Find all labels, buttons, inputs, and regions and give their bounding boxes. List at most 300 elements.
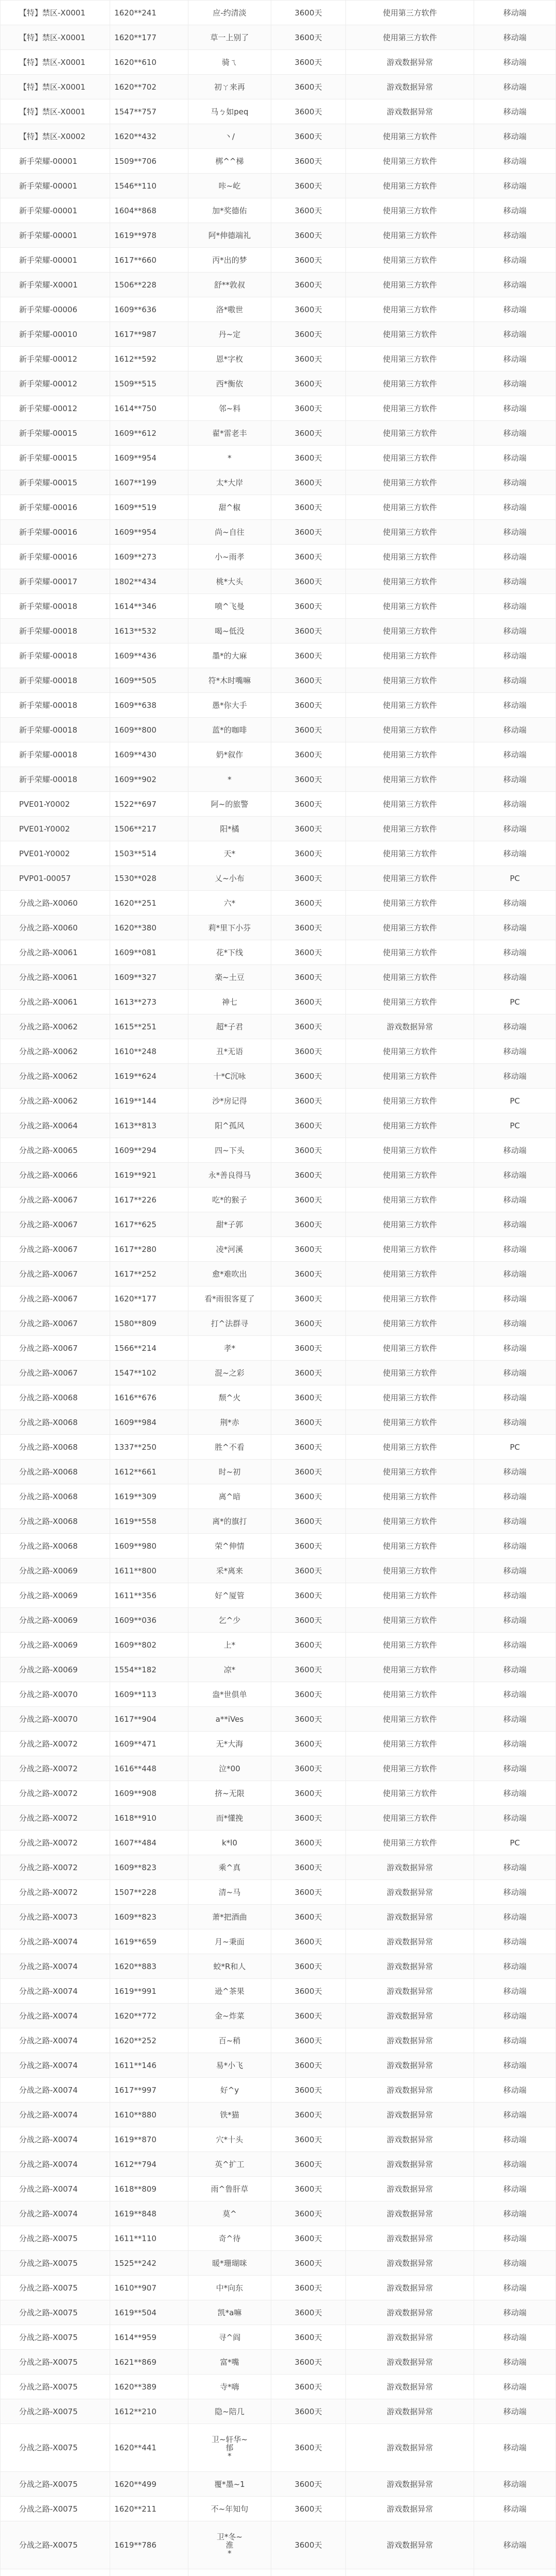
reason-cell: 使用第三方软件 <box>345 1806 474 1831</box>
reason-cell: 使用第三方软件 <box>345 1781 474 1806</box>
platform-cell: 移动端 <box>474 2004 556 2028</box>
reason-cell: 使用第三方软件 <box>345 965 474 990</box>
table-row <box>1 322 556 347</box>
nickname-cell: 离^暗 <box>188 1484 271 1509</box>
nickname-cell: 荣^伸情 <box>188 1534 271 1558</box>
reason-cell: 使用第三方软件 <box>345 643 474 668</box>
table-row <box>1 2004 556 2028</box>
server-cell: 新手荣耀-00001 <box>1 174 110 198</box>
player-id-cell: 1503**514 <box>110 841 188 866</box>
player-id-cell: 1604**868 <box>110 198 188 223</box>
player-id-cell: 1621**869 <box>110 2350 188 2375</box>
nickname-cell: 挤~无限 <box>188 1781 271 1806</box>
player-id-cell: 1609**519 <box>110 495 188 520</box>
player-id-cell: 1612**210 <box>110 2399 188 2424</box>
table-row <box>1 891 556 916</box>
platform-cell: 移动端 <box>474 1484 556 1509</box>
platform-cell: 移动端 <box>474 569 556 594</box>
reason-cell: 游戏数据异常 <box>345 2127 474 2152</box>
duration-cell: 3600天 <box>271 2521 345 2569</box>
nickname-cell: 打^法群寻 <box>188 1311 271 1336</box>
platform-cell: 移动端 <box>474 124 556 149</box>
nickname-cell: 翟*雷老丰 <box>188 421 271 446</box>
duration-cell: 3600天 <box>271 1188 345 1212</box>
table-row <box>1 1336 556 1361</box>
reason-cell: 使用第三方软件 <box>345 940 474 965</box>
nickname-cell: 颓^火 <box>188 1385 271 1410</box>
reason-cell: 使用第三方软件 <box>345 347 474 371</box>
server-cell: 新手荣耀-X0001 <box>1 273 110 297</box>
platform-cell: 移动端 <box>474 223 556 248</box>
server-cell: 分战之路-X0061 <box>1 990 110 1014</box>
platform-cell: 移动端 <box>474 2325 556 2350</box>
server-cell: 新手荣耀-00018 <box>1 718 110 742</box>
reason-cell: 使用第三方软件 <box>345 470 474 495</box>
duration-cell: 3600天 <box>271 1484 345 1509</box>
player-id-cell: 1609**638 <box>110 693 188 718</box>
duration-cell: 3600天 <box>271 50 345 75</box>
duration-cell: 3600天 <box>271 1286 345 1311</box>
reason-cell: 游戏数据异常 <box>345 1855 474 1880</box>
platform-cell: 移动端 <box>474 2226 556 2251</box>
table-row <box>1 1509 556 1534</box>
nickname-cell: 丙*出的梦 <box>188 248 271 273</box>
table-row <box>1 396 556 421</box>
nickname-cell: 愚*你大手 <box>188 693 271 718</box>
player-id-cell: 1620**251 <box>110 891 188 916</box>
nickname-cell: 西*衡依 <box>188 371 271 396</box>
server-cell: 新手荣耀-00015 <box>1 421 110 446</box>
server-cell: 分战之路-X0075 <box>1 2399 110 2424</box>
platform-cell: 移动端 <box>474 1558 556 1583</box>
player-id-cell: 1618**809 <box>110 2177 188 2201</box>
platform-cell: 移动端 <box>474 2127 556 2152</box>
player-id-cell: 1620**177 <box>110 25 188 50</box>
player-id-cell: 1616**448 <box>110 1756 188 1781</box>
server-cell: 新手荣耀-00015 <box>1 470 110 495</box>
duration-cell: 3600天 <box>271 1460 345 1484</box>
table-row <box>1 371 556 396</box>
duration-cell: 3600天 <box>271 792 345 817</box>
nickname-cell: 喝~低没 <box>188 619 271 643</box>
duration-cell: 3600天 <box>271 2103 345 2127</box>
platform-cell: 移动端 <box>474 1385 556 1410</box>
server-cell: 新手荣耀-00010 <box>1 322 110 347</box>
nickname-cell: 乘^真 <box>188 1855 271 1880</box>
duration-cell: 3600天 <box>271 1954 345 1979</box>
reason-cell: 使用第三方软件 <box>345 520 474 545</box>
server-cell: 分战之路-X0062 <box>1 1089 110 1113</box>
nickname-cell: * <box>188 446 271 470</box>
reason-cell: 使用第三方软件 <box>345 1484 474 1509</box>
player-id-cell: 1609**327 <box>110 965 188 990</box>
nickname-cell: 丑*无语 <box>188 1039 271 1064</box>
table-row <box>1 198 556 223</box>
nickname-cell: 雨^鲁肝草 <box>188 2177 271 2201</box>
reason-cell: 游戏数据异常 <box>345 75 474 99</box>
table-row <box>1 1039 556 1064</box>
reason-cell: 使用第三方软件 <box>345 1756 474 1781</box>
reason-cell: 使用第三方软件 <box>345 619 474 643</box>
nickname-cell: 初ㄚ来再 <box>188 75 271 99</box>
platform-cell: 移动端 <box>474 1781 556 1806</box>
duration-cell: 3600天 <box>271 940 345 965</box>
server-cell: 新手荣耀-00018 <box>1 643 110 668</box>
platform-cell: PC <box>474 866 556 891</box>
duration-cell: 3600天 <box>271 1756 345 1781</box>
server-cell: 新手荣耀-00001 <box>1 223 110 248</box>
duration-cell: 3600天 <box>271 2201 345 2226</box>
player-id-cell: 1613**813 <box>110 1113 188 1138</box>
table-row <box>1 1633 556 1657</box>
nickname-cell: 草一上别了 <box>188 25 271 50</box>
reason-cell: 使用第三方软件 <box>345 817 474 841</box>
table-row <box>1 273 556 297</box>
platform-cell: 移动端 <box>474 2177 556 2201</box>
reason-cell: 使用第三方软件 <box>345 1633 474 1657</box>
nickname-cell: 喷^飞曼 <box>188 594 271 619</box>
nickname-cell: 沙*房记得 <box>188 1089 271 1113</box>
nickname-cell: 隐~陪几 <box>188 2399 271 2424</box>
server-cell: 新手荣耀-00015 <box>1 446 110 470</box>
table-row <box>1 2399 556 2424</box>
platform-cell: 移动端 <box>474 1064 556 1089</box>
player-id-cell: 1619**978 <box>110 223 188 248</box>
table-row <box>1 718 556 742</box>
reason-cell: 使用第三方软件 <box>345 174 474 198</box>
nickname-cell: 无*大海 <box>188 1732 271 1756</box>
platform-cell: 移动端 <box>474 2350 556 2375</box>
duration-cell: 3600天 <box>271 1781 345 1806</box>
table-row <box>1 940 556 965</box>
platform-cell: 移动端 <box>474 767 556 792</box>
nickname-cell: 吃*的猴子 <box>188 1188 271 1212</box>
table-row <box>1 594 556 619</box>
server-cell: 新手荣耀-00018 <box>1 594 110 619</box>
duration-cell: 3600天 <box>271 297 345 322</box>
table-row <box>1 643 556 668</box>
table-body <box>1 1 556 2576</box>
table-row <box>1 1410 556 1435</box>
player-id-cell: 1620**252 <box>110 2028 188 2053</box>
player-id-cell: 1614**346 <box>110 594 188 619</box>
duration-cell: 3600天 <box>271 1707 345 1732</box>
platform-cell: 移动端 <box>474 1979 556 2004</box>
reason-cell: 使用第三方软件 <box>345 1138 474 1163</box>
table-row <box>1 2251 556 2276</box>
table-row <box>1 2350 556 2375</box>
duration-cell: 3600天 <box>271 198 345 223</box>
player-id-cell: 1802**434 <box>110 569 188 594</box>
platform-cell: 移动端 <box>474 1608 556 1633</box>
duration-cell: 3600天 <box>271 2226 345 2251</box>
server-cell: 分战之路-X0069 <box>1 1633 110 1657</box>
player-id-cell: 1620**177 <box>110 1286 188 1311</box>
server-cell: 新手荣耀-00006 <box>1 297 110 322</box>
player-id-cell: 1609**636 <box>110 297 188 322</box>
nickname-cell: 泣*00 <box>188 1756 271 1781</box>
nickname-cell: 月~秉面 <box>188 1929 271 1954</box>
server-cell: 分战之路-X0073 <box>1 1905 110 1929</box>
player-id-cell: 1337**250 <box>110 1435 188 1460</box>
reason-cell: 游戏数据异常 <box>345 1014 474 1039</box>
server-cell: 分战之路-X0072 <box>1 1855 110 1880</box>
server-cell: 分战之路-X0068 <box>1 1509 110 1534</box>
nickname-cell: 舒**敦叔 <box>188 273 271 297</box>
table-row <box>1 1880 556 1905</box>
duration-cell: 3600天 <box>271 1608 345 1633</box>
server-cell: PVE01-Y0002 <box>1 792 110 817</box>
reason-cell: 游戏数据异常 <box>345 2177 474 2201</box>
platform-cell: 移动端 <box>474 1756 556 1781</box>
player-id-cell: 1620**432 <box>110 124 188 149</box>
table-row <box>1 1014 556 1039</box>
duration-cell: 3600天 <box>271 2152 345 2177</box>
table-row <box>1 1311 556 1336</box>
server-cell: 分战之路-X0075 <box>1 2497 110 2521</box>
reason-cell: 游戏数据异常 <box>345 1979 474 2004</box>
platform-cell: PC <box>474 1113 556 1138</box>
reason-cell: 使用第三方软件 <box>345 1583 474 1608</box>
server-cell: PVP01-00057 <box>1 866 110 891</box>
nickname-cell: 阳^孤风 <box>188 1113 271 1138</box>
server-cell: 分战之路-X0074 <box>1 2004 110 2028</box>
nickname-cell <box>188 2569 271 2576</box>
player-id-cell <box>110 2569 188 2576</box>
reason-cell: 游戏数据异常 <box>345 2053 474 2078</box>
player-id-cell: 1611**800 <box>110 1558 188 1583</box>
reason-cell: 使用第三方软件 <box>345 1163 474 1188</box>
nickname-cell: 盎*世俱单 <box>188 1682 271 1707</box>
platform-cell: 移动端 <box>474 1163 556 1188</box>
server-cell: 分战之路-X0074 <box>1 1954 110 1979</box>
table-row <box>1 2300 556 2325</box>
duration-cell: 3600天 <box>271 446 345 470</box>
duration-cell: 3600天 <box>271 1682 345 1707</box>
duration-cell: 3600天 <box>271 149 345 174</box>
player-id-cell: 1610**880 <box>110 2103 188 2127</box>
server-cell: 分战之路-X0067 <box>1 1286 110 1311</box>
duration-cell: 3600天 <box>271 2127 345 2152</box>
player-id-cell: 1620**610 <box>110 50 188 75</box>
reason-cell: 游戏数据异常 <box>345 2103 474 2127</box>
duration-cell: 3600天 <box>271 223 345 248</box>
platform-cell: 移动端 <box>474 2300 556 2325</box>
duration-cell: 3600天 <box>271 2300 345 2325</box>
server-cell: 分战之路-X0075 <box>1 2276 110 2300</box>
duration-cell: 3600天 <box>271 124 345 149</box>
nickname-cell: 胜^不看 <box>188 1435 271 1460</box>
platform-cell: 移动端 <box>474 273 556 297</box>
platform-cell: 移动端 <box>474 2424 556 2472</box>
duration-cell: 3600天 <box>271 1831 345 1855</box>
server-cell: 分战之路-X0075 <box>1 2521 110 2569</box>
duration-cell: 3600天 <box>271 643 345 668</box>
player-id-cell: 1607**484 <box>110 1831 188 1855</box>
player-id-cell: 1619**659 <box>110 1929 188 1954</box>
player-id-cell: 1609**902 <box>110 767 188 792</box>
player-id-cell: 1509**706 <box>110 149 188 174</box>
nickname-cell: 时~初 <box>188 1460 271 1484</box>
player-id-cell: 1619**991 <box>110 1979 188 2004</box>
server-cell: 分战之路-X0074 <box>1 2103 110 2127</box>
platform-cell: 移动端 <box>474 693 556 718</box>
platform-cell: 移动端 <box>474 1880 556 1905</box>
reason-cell: 使用第三方软件 <box>345 1064 474 1089</box>
platform-cell: 移动端 <box>474 520 556 545</box>
table-row <box>1 248 556 273</box>
table-row <box>1 421 556 446</box>
nickname-cell: 易*小飞 <box>188 2053 271 2078</box>
reason-cell: 使用第三方软件 <box>345 371 474 396</box>
player-id-cell: 1620**883 <box>110 1954 188 1979</box>
platform-cell: 移动端 <box>474 2472 556 2497</box>
nickname-cell: 四~下头 <box>188 1138 271 1163</box>
duration-cell: 3600天 <box>271 421 345 446</box>
reason-cell: 使用第三方软件 <box>345 742 474 767</box>
platform-cell: 移动端 <box>474 495 556 520</box>
server-cell: 分战之路-X0065 <box>1 1138 110 1163</box>
server-cell: 分战之路-X0068 <box>1 1410 110 1435</box>
table-row <box>1 742 556 767</box>
server-cell: 新手荣耀-00017 <box>1 569 110 594</box>
reason-cell: 使用第三方软件 <box>345 1113 474 1138</box>
nickname-cell: 洛*嗷世 <box>188 297 271 322</box>
player-id-cell: 1620**389 <box>110 2375 188 2399</box>
nickname-cell: 金~炸菜 <box>188 2004 271 2028</box>
table-row <box>1 1188 556 1212</box>
platform-cell: PC <box>474 1831 556 1855</box>
platform-cell: 移动端 <box>474 2497 556 2521</box>
nickname-cell: 覆*墨~1 <box>188 2472 271 2497</box>
nickname-cell: 好^厦管 <box>188 1583 271 1608</box>
platform-cell: 移动端 <box>474 1633 556 1657</box>
nickname-cell: 离*的旗打 <box>188 1509 271 1534</box>
player-id-cell: 1547**102 <box>110 1361 188 1385</box>
server-cell: 分战之路-X0074 <box>1 1979 110 2004</box>
player-id-cell: 1619**921 <box>110 1163 188 1188</box>
server-cell: 分战之路-X0075 <box>1 2375 110 2399</box>
server-cell: 分战之路-X0072 <box>1 1880 110 1905</box>
server-cell: 分战之路-X0068 <box>1 1435 110 1460</box>
duration-cell: 3600天 <box>271 371 345 396</box>
player-id-cell: 1609**505 <box>110 668 188 693</box>
reason-cell: 使用第三方软件 <box>345 1237 474 1262</box>
platform-cell: 移动端 <box>474 2053 556 2078</box>
duration-cell: 3600天 <box>271 1657 345 1682</box>
reason-cell: 使用第三方软件 <box>345 223 474 248</box>
player-id-cell: 1609**113 <box>110 1682 188 1707</box>
nickname-cell: 十*C沉咏 <box>188 1064 271 1089</box>
duration-cell: 3600天 <box>271 1855 345 1880</box>
table-row <box>1 50 556 75</box>
player-id-cell: 1525**242 <box>110 2251 188 2276</box>
table-row <box>1 1781 556 1806</box>
player-id-cell: 1554**182 <box>110 1657 188 1682</box>
nickname-cell: 阿*伸德端礼 <box>188 223 271 248</box>
nickname-cell: 卫~轩华~ 郁 * <box>188 2424 271 2472</box>
player-id-cell: 1607**199 <box>110 470 188 495</box>
duration-cell: 3600天 <box>271 1558 345 1583</box>
server-cell: 分战之路-X0060 <box>1 891 110 916</box>
player-id-cell: 1611**146 <box>110 2053 188 2078</box>
platform-cell: 移动端 <box>474 1583 556 1608</box>
server-cell: 新手荣耀-00016 <box>1 495 110 520</box>
player-id-cell: 1609**612 <box>110 421 188 446</box>
platform-cell: PC <box>474 990 556 1014</box>
table-row <box>1 1905 556 1929</box>
duration-cell: 3600天 <box>271 2350 345 2375</box>
nickname-cell: 丶/ <box>188 124 271 149</box>
reason-cell: 游戏数据异常 <box>345 2004 474 2028</box>
server-cell: 新手荣耀-00018 <box>1 619 110 643</box>
reason-cell: 使用第三方软件 <box>345 1682 474 1707</box>
table-row <box>1 1657 556 1682</box>
nickname-cell: 看*雨很客夏了 <box>188 1286 271 1311</box>
nickname-cell: k*l0 <box>188 1831 271 1855</box>
duration-cell: 3600天 <box>271 916 345 940</box>
table-row <box>1 841 556 866</box>
nickname-cell: 阿~的旅警 <box>188 792 271 817</box>
server-cell: 分战之路-X0074 <box>1 2078 110 2103</box>
table-row <box>1 75 556 99</box>
duration-cell: 3600天 <box>271 99 345 124</box>
player-id-cell: 1618**910 <box>110 1806 188 1831</box>
duration-cell: 3600天 <box>271 1089 345 1113</box>
player-id-cell: 1506**228 <box>110 273 188 297</box>
reason-cell: 使用第三方软件 <box>345 569 474 594</box>
table-row <box>1 99 556 124</box>
table-row <box>1 2226 556 2251</box>
table-row <box>1 2325 556 2350</box>
server-cell: 分战之路-X0074 <box>1 2127 110 2152</box>
server-cell: 分战之路-X0067 <box>1 1336 110 1361</box>
platform-cell: 移动端 <box>474 149 556 174</box>
platform-cell: 移动端 <box>474 2103 556 2127</box>
duration-cell: 3600天 <box>271 273 345 297</box>
table-row <box>1 446 556 470</box>
server-cell: 分战之路-X0074 <box>1 2201 110 2226</box>
duration-cell: 3600天 <box>271 693 345 718</box>
nickname-cell: 阳*橘 <box>188 817 271 841</box>
duration-cell: 3600天 <box>271 767 345 792</box>
nickname-cell: 愈*难吹出 <box>188 1262 271 1286</box>
reason-cell: 游戏数据异常 <box>345 1880 474 1905</box>
server-cell: 新手荣耀-00018 <box>1 767 110 792</box>
server-cell <box>1 2569 110 2576</box>
platform-cell: 移动端 <box>474 545 556 569</box>
server-cell: PVE01-Y0002 <box>1 817 110 841</box>
platform-cell: 移动端 <box>474 25 556 50</box>
table-row <box>1 1361 556 1385</box>
reason-cell: 游戏数据异常 <box>345 50 474 75</box>
server-cell: 分战之路-X0070 <box>1 1707 110 1732</box>
server-cell: 分战之路-X0068 <box>1 1534 110 1558</box>
server-cell: 【特】禁区-X0001 <box>1 75 110 99</box>
duration-cell: 3600天 <box>271 1880 345 1905</box>
player-id-cell: 1609**273 <box>110 545 188 569</box>
server-cell: 分战之路-X0067 <box>1 1311 110 1336</box>
duration-cell: 3600天 <box>271 2028 345 2053</box>
player-id-cell: 1609**081 <box>110 940 188 965</box>
player-id-cell: 1615**251 <box>110 1014 188 1039</box>
reason-cell: 使用第三方软件 <box>345 273 474 297</box>
duration-cell: 3600天 <box>271 866 345 891</box>
table-row <box>1 1979 556 2004</box>
reason-cell: 使用第三方软件 <box>345 1336 474 1361</box>
duration-cell: 3600天 <box>271 1311 345 1336</box>
platform-cell: 移动端 <box>474 718 556 742</box>
